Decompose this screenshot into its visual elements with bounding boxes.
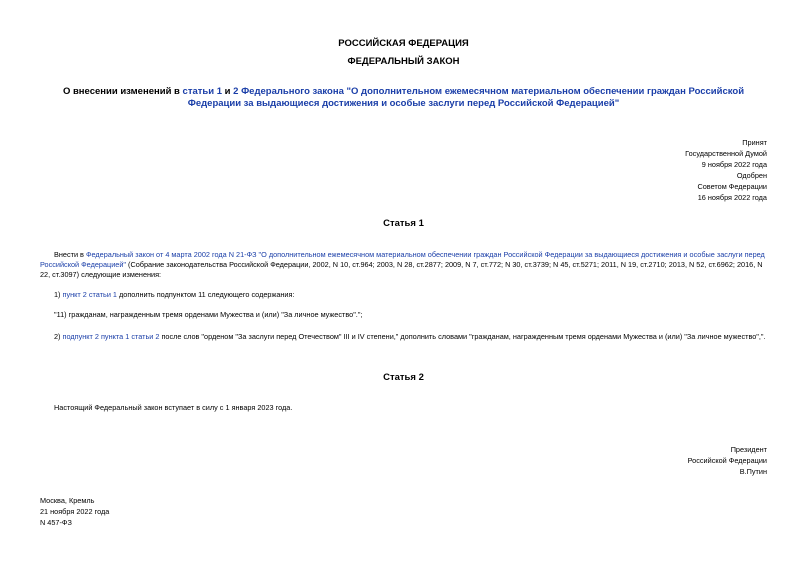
intro-prefix: Внести в [54,250,86,259]
item-2-link[interactable]: подпункт 2 пункта 1 статьи 2 [62,332,160,341]
article-2-text: Настоящий Федеральный закон вступает в силу с 1 января 2023 года. [54,403,293,412]
adopted-label: Принят [742,138,767,147]
item-1-number: 1) [54,290,63,299]
approved-by: Советом Федерации [697,182,767,191]
title-prefix: О внесении изменений в [62,86,183,97]
article-1-item-1 [54,290,294,300]
adopted-by: Государственной Думой [685,149,767,158]
approved-date: 16 ноября 2022 года [697,193,767,202]
article-1-quote: "11) гражданам, награжденным тремя орденами Мужества и (или) "За личное мужество"."; [54,310,363,319]
article-1-heading: Статья 1 [383,218,424,229]
footer-number: N 457-ФЗ [40,518,72,527]
intro-suffix: (Собрание законодательства Российской Федерации, 2002, N 10, ст.964; 2003, N 28, ст.2877; 2009, N 7, ст.772; N 30, ст.3739; N 45, ст.5271; 2011, N 19, ст.2710; 2013, N 52, ст.6962; 2016, N 22, ст.3097) следующие изменения: [40,260,763,279]
title-link-article-1[interactable]: статьи 1 [182,86,223,97]
item-2-number: 2) [54,332,63,341]
approved-label: Одобрен [736,171,767,180]
article-1-item-2 [54,332,774,342]
adopted-date: 9 ноября 2022 года [701,160,767,169]
footer-block [40,495,109,528]
article-1-intro [40,250,770,280]
document-type-heading: ФЕДЕРАЛЬНЫЙ ЗАКОН [347,56,460,67]
adoption-block [685,137,767,203]
signature-name: В.Путин [739,467,767,476]
footer-place: Москва, Кремль [40,496,95,505]
item-1-text: дополнить подпунктом 11 следующего содержания: [117,290,295,299]
title-conjunction: и [222,86,234,97]
law-title [50,86,757,110]
country-heading: РОССИЙСКАЯ ФЕДЕРАЦИЯ [338,38,469,49]
title-link-federal-law[interactable]: 2 Федерального закона "О дополнительном ежемесячном материальном обеспечении граждан Российской Федерации за выдающиеся достижения и особые заслуги перед Российской Федерацией" [187,86,745,109]
signature-block [688,444,767,477]
item-2-text: после слов "орденом "За заслуги перед Отечеством" III и IV степени," дополнить словами "гражданам, награжденным тремя орденами Мужества и (или) "За личное мужество",". [159,332,766,341]
signature-title: Президент [730,445,767,454]
article-2-heading: Статья 2 [383,372,424,383]
footer-date: 21 ноября 2022 года [40,507,110,516]
item-1-link[interactable]: пункт 2 статьи 1 [62,290,117,299]
signature-country: Российской Федерации [687,456,767,465]
intro-link-federal-law[interactable]: Федеральный закон от 4 марта 2002 года N 21-ФЗ "О дополнительном ежемесячном материальном обеспечении граждан Российской Федерации за выдающиеся достижения и особые заслуги перед Российской Федерацией" [40,250,765,269]
